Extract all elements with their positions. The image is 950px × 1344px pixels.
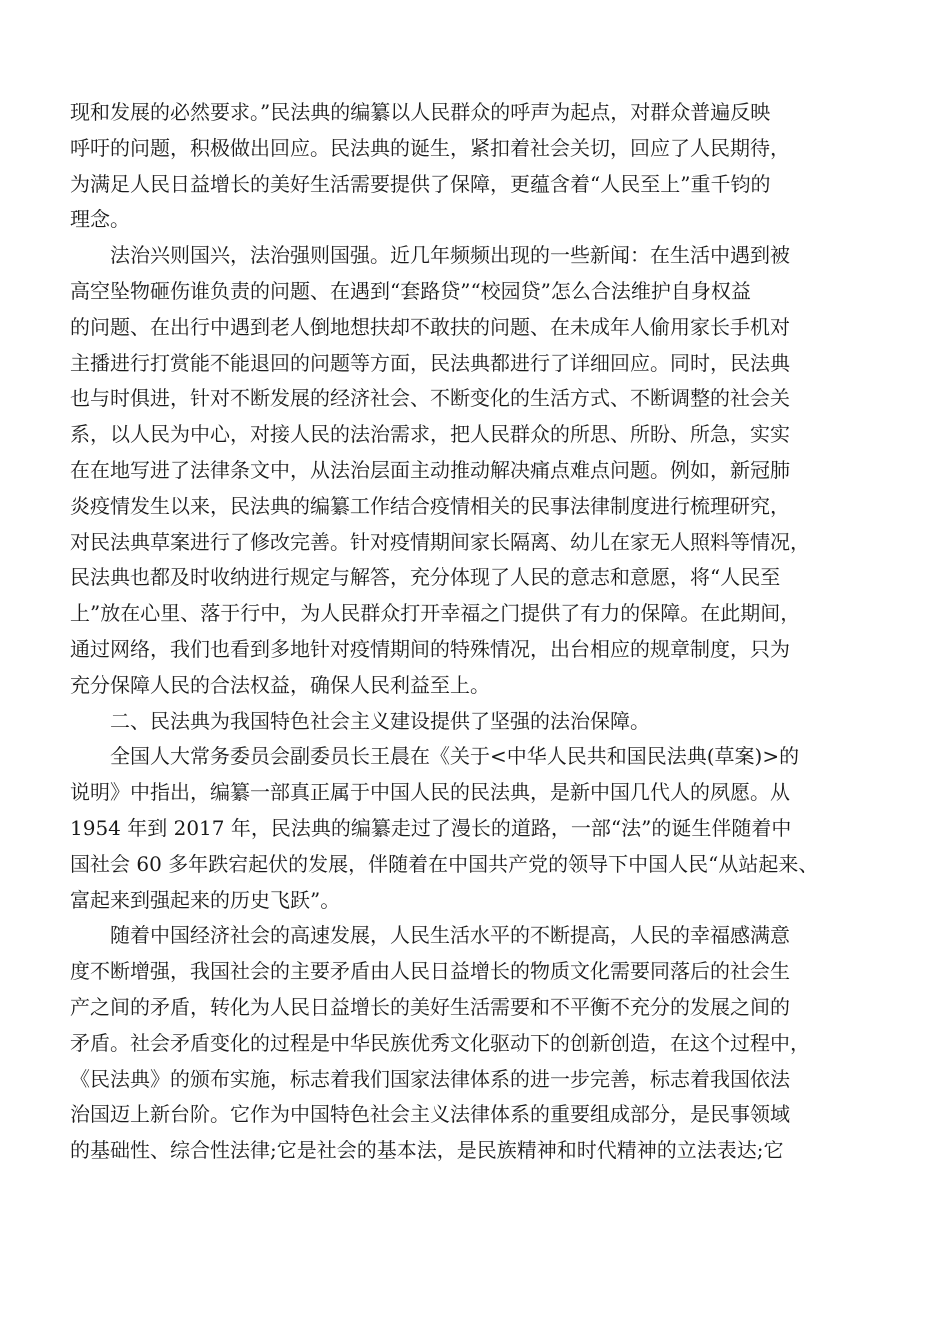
text-line: 度不断增强，我国社会的主要矛盾由人民日益增长的物质文化需要同落后的社会生 (70, 959, 790, 984)
text-line: 矛盾。社会矛盾变化的过程是中华民族优秀文化驱动下的创新创造，在这个过程中， (70, 1030, 810, 1055)
text-line: 民法典也都及时收纳进行规定与解答，充分体现了人民的意志和意愿，将“人民至 (70, 565, 781, 590)
text-line: 1954 年到 2017 年，民法典的编纂走过了漫长的道路，一部“法”的诞生伴随着中 (70, 815, 792, 840)
paragraph-4 (70, 918, 882, 1169)
heading-line: 二、民法典为我国特色社会主义建设提供了坚强的法治保障。 (110, 708, 650, 733)
text-line: 全国人大常务委员会副委员长王晨在《关于<中华人民共和国民法典(草案)>的 (110, 744, 800, 769)
text-line: 《民法典》的颁布实施，标志着我们国家法律体系的进一步完善，标志着我国依法 (70, 1066, 790, 1091)
text-line: 充分保障人民的合法权益，确保人民利益至上。 (70, 672, 490, 697)
text-line: 产之间的矛盾，转化为人民日益增长的美好生活需要和不平衡不充分的发展之间的 (70, 994, 790, 1019)
text-line: 高空坠物砸伤谁负责的问题、在遇到“套路贷”“校园贷”怎么合法维护自身权益 (70, 278, 751, 303)
text-line: 对民法典草案进行了修改完善。针对疫情期间家长隔离、幼儿在家无人照料等情况， (70, 529, 810, 554)
text-line: 说明》中指出，编纂一部真正属于中国人民的民法典，是新中国几代人的夙愿。从 (70, 780, 790, 805)
text-line: 理念。 (70, 207, 130, 232)
text-line: 随着中国经济社会的高速发展，人民生活水平的不断提高，人民的幸福感满意 (110, 923, 790, 948)
text-line: 主播进行打赏能不能退回的问题等方面，民法典都进行了详细回应。同时，民法典 (70, 350, 790, 375)
text-line: 炎疫情发生以来，民法典的编纂工作结合疫情相关的民事法律制度进行梳理研究， (70, 493, 790, 518)
text-line: 国社会 60 多年跌宕起伏的发展，伴随着在中国共产党的领导下中国人民“从站起来、 (70, 851, 819, 876)
text-line: 上”放在心里、落于行中，为人民群众打开幸福之门提供了有力的保障。在此期间， (70, 601, 801, 626)
text-line: 系，以人民为中心，对接人民的法治需求，把人民群众的所思、所盼、所急，实实 (70, 422, 790, 447)
text-line: 呼吁的问题，积极做出回应。民法典的诞生，紧扣着社会关切，回应了人民期待， (70, 135, 790, 160)
paragraph-1 (70, 95, 882, 238)
text-line: 的基础性、综合性法律;它是社会的基本法，是民族精神和时代精神的立法表达;它 (70, 1138, 784, 1163)
text-line: 在在地写进了法律条文中，从法治层面主动推动解决痛点难点问题。例如，新冠肺 (70, 457, 790, 482)
paragraph-2 (70, 238, 882, 703)
text-line: 的问题、在出行中遇到老人倒地想扶却不敢扶的问题、在未成年人偷用家长手机对 (70, 314, 790, 339)
text-line: 现和发展的必然要求。”民法典的编纂以人民群众的呼声为起点，对群众普遍反映 (70, 100, 771, 124)
text-line: 为满足人民日益增长的美好生活需要提供了保障，更蕴含着“人民至上”重千钧的 (70, 171, 771, 196)
paragraph-3 (70, 739, 882, 918)
text-line: 也与时俱进，针对不断发展的经济社会、不断变化的生活方式、不断调整的社会关 (70, 386, 790, 411)
section-heading (70, 704, 882, 740)
document-body (70, 95, 882, 1169)
text-line: 法治兴则国兴，法治强则国强。近几年频频出现的一些新闻：在生活中遇到被 (110, 243, 790, 268)
text-line: 富起来到强起来的历史飞跃”。 (70, 887, 341, 912)
text-line: 治国迈上新台阶。它作为中国特色社会主义法律体系的重要组成部分，是民事领域 (70, 1102, 790, 1127)
text-line: 通过网络，我们也看到多地针对疫情期间的特殊情况，出台相应的规章制度，只为 (70, 636, 790, 661)
